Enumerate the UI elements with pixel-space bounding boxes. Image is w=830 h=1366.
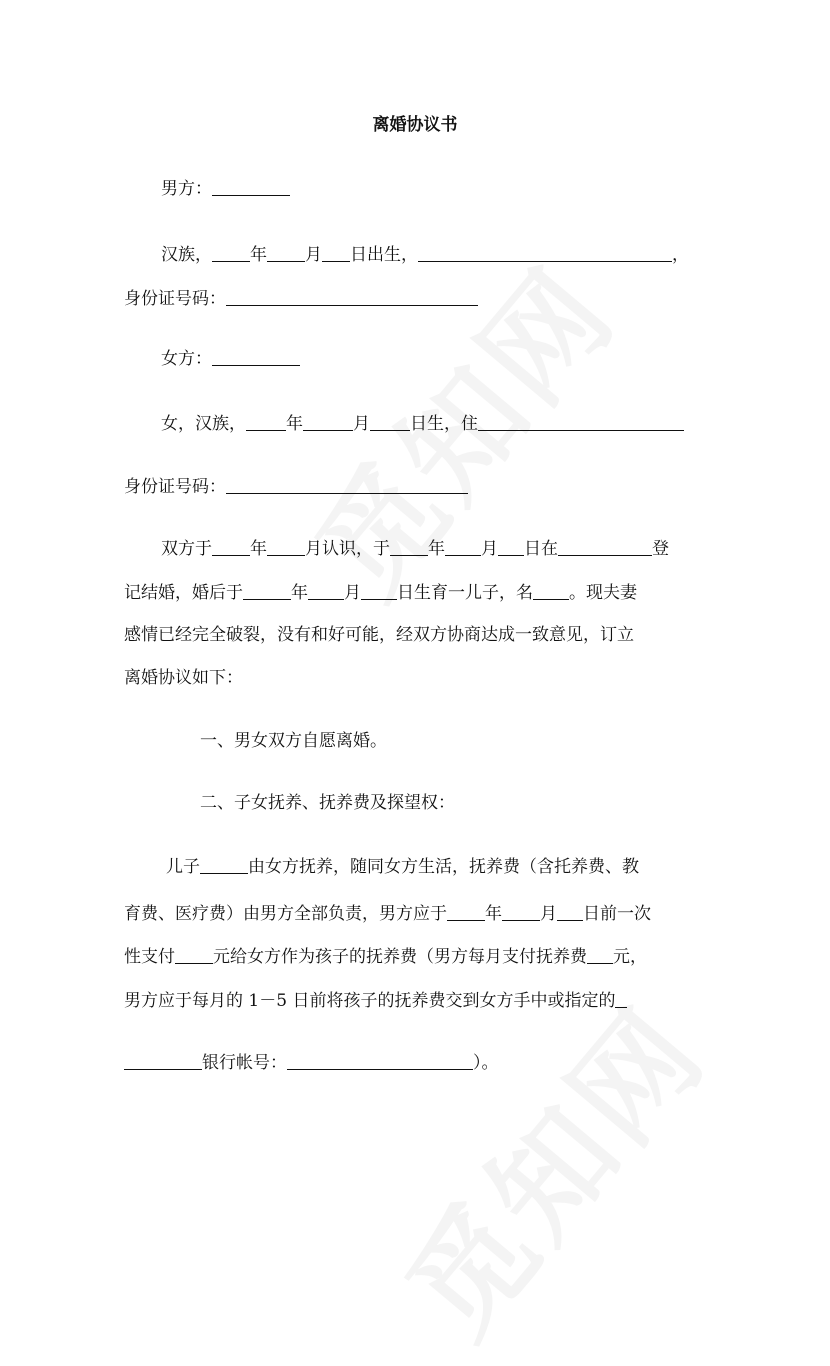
child-label: 儿子 [166, 857, 200, 877]
pay-month-blank[interactable] [502, 903, 540, 921]
male-id-blank[interactable] [226, 288, 478, 306]
female-info-line [161, 413, 684, 433]
child-name-label: 日生育一儿子，名 [397, 583, 533, 603]
child-text-2: 育费、医疗费）由男方全部负责，男方应于 [124, 904, 447, 924]
female-month-blank[interactable] [303, 413, 353, 431]
birth-year-blank[interactable] [243, 582, 291, 600]
female-name-blank[interactable] [212, 348, 300, 366]
meet-month-blank[interactable] [267, 538, 305, 556]
female-id-label: 身份证号码： [124, 477, 226, 497]
child-text-8: ）。 [473, 1053, 499, 1073]
reg-year-blank[interactable] [390, 538, 428, 556]
child-text-1: 由女方抚养，随同女方生活，抚养费（含托养费、教 [248, 857, 639, 877]
document-title: 离婚协议书 [372, 115, 458, 135]
male-year-label: 年 [250, 245, 267, 265]
female-month-label: 月 [353, 414, 370, 434]
child-line-2 [124, 903, 651, 923]
child-line-4 [124, 990, 627, 1010]
marriage-text-3: 。现夫妻 [569, 583, 637, 603]
meet-year-label: 年 [250, 539, 267, 559]
reg-text: 登 [652, 539, 669, 559]
son-name-blank[interactable] [200, 856, 248, 874]
pay-month-label: 月 [540, 904, 557, 924]
female-year-blank[interactable] [246, 413, 286, 431]
birth-year-label: 年 [291, 583, 308, 603]
marriage-line-3: 感情已经完全破裂，没有和好可能，经双方协商达成一致意见，订立 [124, 625, 634, 645]
child-text-4: 性支付 [124, 947, 175, 967]
female-label: 女方： [161, 349, 212, 369]
marriage-text: 双方于 [161, 539, 212, 559]
bank-blank-start[interactable] [615, 990, 627, 1008]
child-line-1 [166, 856, 639, 876]
marriage-text-2: 记结婚，婚后于 [124, 583, 243, 603]
meet-month-label: 月认识，于 [305, 539, 390, 559]
female-name-line [161, 348, 300, 368]
male-month-blank[interactable] [267, 244, 305, 262]
birth-day-blank[interactable] [361, 582, 397, 600]
pay-day-blank[interactable] [557, 903, 583, 921]
pay-year-blank[interactable] [447, 903, 485, 921]
child-text-7: 男方应于每月的 1－5 日前将孩子的抚养费交到女方手中或指定的 [124, 991, 616, 1011]
male-birth-label: 日出生， [350, 245, 418, 265]
lump-sum-blank[interactable] [175, 946, 213, 964]
clause-2: 二、子女抚养、抚养费及探望权： [200, 793, 455, 813]
male-day-blank[interactable] [322, 244, 350, 262]
female-id-blank[interactable] [226, 476, 468, 494]
male-id-label: 身份证号码： [124, 289, 226, 309]
reg-day-blank[interactable] [498, 538, 524, 556]
clause-1: 一、男女双方自愿离婚。 [200, 731, 387, 751]
female-day-blank[interactable] [370, 413, 410, 431]
monthly-fee-blank[interactable] [587, 946, 613, 964]
reg-day-label: 日在 [524, 539, 558, 559]
pay-year-label: 年 [485, 904, 502, 924]
child-text-6: 元， [613, 947, 647, 967]
male-name-line [161, 178, 290, 198]
marriage-line-4: 离婚协议如下： [124, 668, 243, 688]
reg-month-label: 月 [481, 539, 498, 559]
child-text-3: 日前一次 [583, 904, 651, 924]
birth-month-blank[interactable] [308, 582, 344, 600]
female-year-label: 年 [286, 414, 303, 434]
child-line-5 [124, 1052, 499, 1072]
female-ethnic: 女，汉族， [161, 414, 246, 434]
male-info-line [161, 244, 689, 264]
reg-month-blank[interactable] [445, 538, 481, 556]
male-comma: ， [672, 245, 689, 265]
male-month-label: 月 [305, 245, 322, 265]
bank-name-blank[interactable] [124, 1052, 202, 1070]
child-line-3 [124, 946, 647, 966]
male-year-blank[interactable] [212, 244, 250, 262]
female-birth-label: 日生，住 [410, 414, 478, 434]
marriage-line-1 [161, 538, 669, 558]
reg-year-label: 年 [428, 539, 445, 559]
female-id-line [124, 476, 468, 496]
birth-month-label: 月 [344, 583, 361, 603]
male-address-blank[interactable] [418, 244, 672, 262]
meet-year-blank[interactable] [212, 538, 250, 556]
bank-account-blank[interactable] [287, 1052, 473, 1070]
male-name-blank[interactable] [212, 178, 290, 196]
marriage-line-2 [124, 582, 637, 602]
child-name-blank[interactable] [533, 582, 569, 600]
male-ethnic: 汉族， [161, 245, 212, 265]
female-address-blank[interactable] [478, 413, 684, 431]
bank-account-label: 银行帐号： [202, 1053, 287, 1073]
watermark-bottom [362, 966, 737, 1366]
male-label: 男方： [161, 179, 212, 199]
child-text-5: 元给女方作为孩子的抚养费（男方每月支付抚养费 [213, 947, 587, 967]
male-id-line [124, 288, 478, 308]
reg-place-blank[interactable] [558, 538, 652, 556]
